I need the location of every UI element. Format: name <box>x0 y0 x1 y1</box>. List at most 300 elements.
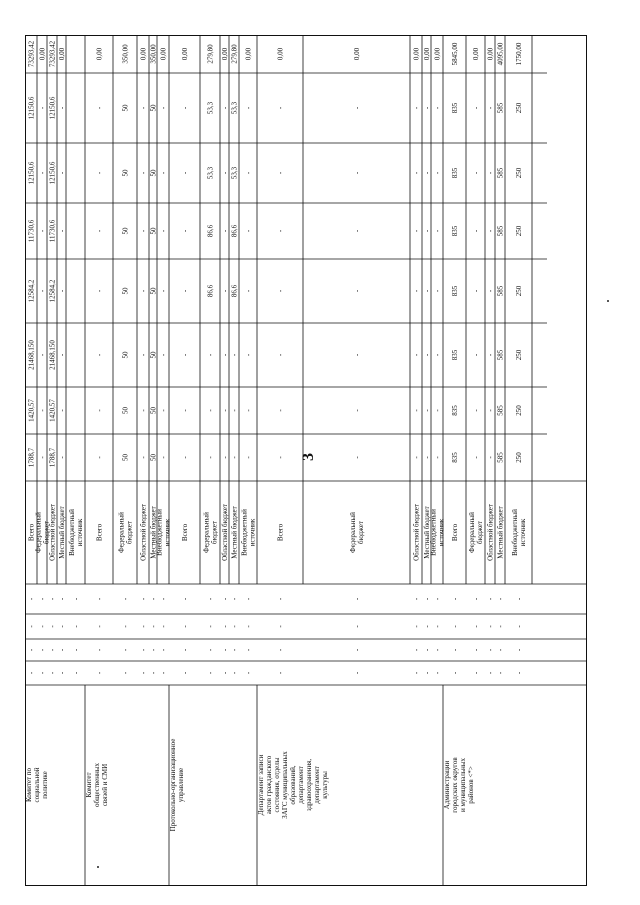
budget-value: - <box>423 456 431 459</box>
budget-value: - <box>353 456 361 459</box>
budget-value: 835 <box>451 349 459 361</box>
empty-cell-dash: - <box>451 671 459 675</box>
empty-cell-dash: - <box>276 597 285 601</box>
empty-cell-dash: - <box>230 625 239 628</box>
empty-cell-dash: - <box>433 671 442 675</box>
empty-cell-dash: - <box>472 671 480 675</box>
budget-value: 53,3 <box>206 166 215 180</box>
budget-value: - <box>472 409 480 412</box>
empty-cell-dash: - <box>181 671 189 675</box>
empty-cell-dash: - <box>181 625 189 628</box>
empty-cell-dash: - <box>433 597 442 601</box>
budget-value: - <box>139 409 148 412</box>
budget-value: - <box>472 106 480 110</box>
budget-value: - <box>244 106 253 110</box>
funding-source: Местный бюджет <box>149 506 158 559</box>
budget-value: - <box>221 289 229 293</box>
budget-value: 86,6 <box>206 224 215 238</box>
empty-cell-dash: - <box>72 671 80 675</box>
budget-value: - <box>159 353 168 357</box>
budget-value: 53,3 <box>206 101 215 115</box>
empty-cell-dash: - <box>38 648 47 652</box>
budget-value: - <box>181 409 189 412</box>
budget-value: 86,6 <box>230 224 239 238</box>
empty-cell-dash: - <box>149 597 158 601</box>
empty-cell-dash: - <box>159 625 168 628</box>
empty-cell-dash: - <box>121 648 130 652</box>
empty-cell-dash: - <box>423 597 431 601</box>
budget-value: - <box>433 229 442 233</box>
empty-cell-dash: - <box>181 597 189 601</box>
budget-value: 21468,150 <box>48 340 57 370</box>
budget-value: 350,00 <box>121 44 130 64</box>
budget-value: - <box>353 289 361 293</box>
budget-value: - <box>159 106 168 110</box>
empty-cell-dash: - <box>486 648 495 652</box>
budget-value: 250 <box>515 285 523 297</box>
budget-value: 50 <box>121 227 130 235</box>
budget-value: - <box>244 409 253 412</box>
budget-value: - <box>95 289 104 293</box>
budget-value: - <box>486 106 495 110</box>
budget-value: - <box>486 229 495 233</box>
budget-value: - <box>276 353 285 357</box>
budget-value: - <box>472 456 480 459</box>
budget-value: - <box>276 106 285 110</box>
empty-cell-dash: - <box>230 648 239 652</box>
budget-value: 0,00 <box>276 47 285 61</box>
funding-source: Местный бюджет <box>423 506 431 559</box>
empty-cell-dash: - <box>423 648 431 652</box>
budget-value: - <box>412 409 421 412</box>
empty-cell-dash: - <box>472 648 480 652</box>
budget-value: 0,00 <box>486 47 495 61</box>
budget-value: - <box>139 171 148 175</box>
funding-source: Федеральныйбюджет <box>349 512 365 553</box>
empty-cell-dash: - <box>230 597 239 601</box>
budget-value: - <box>159 456 168 459</box>
funding-source: Внебюджетныйисточник <box>155 509 172 556</box>
funding-source: Областной бюджет <box>412 504 421 561</box>
budget-value: - <box>181 229 189 233</box>
executor-name: Администрациигородских округови муниципальныхрайонов <*> <box>443 757 475 813</box>
funding-source: Местный бюджет <box>58 506 66 559</box>
budget-value: 73293,42 <box>48 40 57 68</box>
budget-value: - <box>206 353 215 357</box>
empty-cell-dash: - <box>472 597 480 601</box>
budget-value: - <box>412 229 421 233</box>
budget-value: 50 <box>149 104 158 112</box>
budget-table <box>25 35 587 886</box>
budget-value: 12150,6 <box>27 96 36 120</box>
empty-cell-dash: - <box>496 671 505 675</box>
funding-source: Всего <box>276 523 285 542</box>
funding-source: Внебюджетныйисточник <box>511 509 527 556</box>
budget-value: 21468,150 <box>27 340 36 370</box>
budget-value: - <box>230 409 239 412</box>
budget-value: 585 <box>496 102 505 114</box>
budget-value: 0,00 <box>433 47 442 61</box>
budget-value: - <box>486 289 495 293</box>
budget-value: 86,6 <box>206 284 215 298</box>
budget-value: 50 <box>121 454 130 461</box>
budget-value: 835 <box>451 167 459 179</box>
budget-value: 50 <box>149 169 158 177</box>
empty-cell-dash: - <box>48 671 57 675</box>
budget-value: 585 <box>496 167 505 179</box>
budget-value: 50 <box>149 407 158 414</box>
empty-cell-dash: - <box>149 648 158 652</box>
budget-value: - <box>433 409 442 412</box>
budget-value: 0,00 <box>472 47 480 61</box>
budget-value: - <box>159 171 168 175</box>
empty-cell-dash: - <box>149 671 158 675</box>
budget-value: - <box>486 171 495 175</box>
empty-cell-dash: - <box>221 625 229 628</box>
budget-value: - <box>181 171 189 175</box>
budget-value: - <box>95 409 104 412</box>
budget-value: - <box>38 171 47 175</box>
budget-value: 0,00 <box>139 47 148 61</box>
empty-cell-dash: - <box>412 597 421 601</box>
empty-cell-dash: - <box>206 597 215 601</box>
budget-value: 0,00 <box>95 47 104 61</box>
empty-cell-dash: - <box>38 671 47 675</box>
budget-value: - <box>433 171 442 175</box>
empty-cell-dash: - <box>159 671 168 675</box>
executor-name: Протокольно-организационноеуправление <box>169 738 185 832</box>
budget-value: - <box>472 289 480 293</box>
budget-value: 4095,00 <box>496 42 505 66</box>
empty-cell-dash: - <box>27 671 36 675</box>
executor-name: Департамент записиактов гражданскогосостояния, отделыЗАГС муниципальныхобразований,департаментздравоохранения,департаменткультуры <box>257 751 329 819</box>
budget-value: - <box>423 106 431 110</box>
empty-cell-dash: - <box>27 625 36 628</box>
budget-value: 50 <box>121 287 130 295</box>
empty-cell-dash: - <box>433 648 442 652</box>
budget-value: - <box>38 353 47 357</box>
empty-cell-dash: - <box>515 671 523 675</box>
budget-value: 50 <box>121 169 130 177</box>
funding-source: Федеральныйбюджет <box>34 512 51 553</box>
funding-source: Областной бюджет <box>48 504 57 561</box>
budget-value: 0,00 <box>38 47 47 61</box>
budget-value: 0,00 <box>412 47 421 61</box>
budget-value: - <box>159 409 168 412</box>
budget-value: 835 <box>451 285 459 297</box>
empty-cell-dash: - <box>139 597 148 601</box>
budget-value: - <box>139 289 148 293</box>
budget-value: 585 <box>496 349 505 361</box>
budget-value: - <box>95 106 104 110</box>
budget-value: 250 <box>515 405 523 416</box>
funding-source: Областной бюджет <box>221 504 229 561</box>
budget-value: - <box>38 106 47 110</box>
funding-source: Местный бюджет <box>496 506 505 559</box>
funding-source: Внебюджетныйисточник <box>240 509 257 556</box>
empty-cell-dash: - <box>121 597 130 601</box>
budget-value: - <box>139 106 148 110</box>
budget-value: - <box>472 229 480 233</box>
budget-value: 1750,00 <box>515 42 523 66</box>
budget-value: 11730,6 <box>48 219 57 243</box>
budget-value: - <box>244 289 253 293</box>
budget-value: - <box>38 409 47 412</box>
budget-value: 0,00 <box>58 47 66 61</box>
budget-value: - <box>58 106 66 110</box>
empty-cell-dash: - <box>496 625 505 628</box>
budget-value: - <box>221 171 229 175</box>
funding-source: Внебюджетныйисточник <box>68 509 84 556</box>
budget-value: 250 <box>515 452 523 463</box>
budget-value: 0,00 <box>221 47 229 61</box>
budget-value: - <box>221 353 229 357</box>
budget-value: - <box>230 353 239 357</box>
empty-cell-dash: - <box>276 648 285 652</box>
budget-value: - <box>353 229 361 233</box>
budget-value: - <box>221 456 229 459</box>
budget-value: 12150,6 <box>48 161 57 185</box>
budget-value: - <box>276 409 285 412</box>
budget-value: - <box>58 409 66 412</box>
budget-value: 279,80 <box>230 44 239 64</box>
page-number: 3 <box>300 453 317 461</box>
empty-cell-dash: - <box>159 597 168 601</box>
budget-value: 250 <box>515 225 523 237</box>
budget-value: 0,00 <box>244 47 253 61</box>
budget-value: 585 <box>496 225 505 237</box>
empty-cell-dash: - <box>72 648 80 652</box>
budget-value: 835 <box>451 102 459 114</box>
empty-cell-dash: - <box>472 625 480 628</box>
budget-value: 585 <box>496 452 505 463</box>
funding-source: Внебюджетныйисточник <box>429 509 446 556</box>
empty-cell-dash: - <box>276 671 285 675</box>
empty-cell-dash: - <box>58 625 66 628</box>
budget-value: 250 <box>515 102 523 114</box>
budget-value: 1788,7 <box>27 447 36 468</box>
budget-value: 50 <box>121 104 130 112</box>
budget-value: 835 <box>451 452 459 463</box>
empty-cell-dash: - <box>353 625 361 628</box>
empty-cell-dash: - <box>149 625 158 628</box>
budget-value: 11730,6 <box>27 219 36 243</box>
empty-cell-dash: - <box>48 597 57 601</box>
budget-value: - <box>58 171 66 175</box>
empty-cell-dash: - <box>412 648 421 652</box>
funding-source: Всего <box>95 523 104 542</box>
empty-cell-dash: - <box>451 625 459 628</box>
budget-value: 1420,57 <box>27 399 36 422</box>
budget-value: 50 <box>121 407 130 414</box>
budget-value: - <box>433 106 442 110</box>
empty-cell-dash: - <box>486 671 495 675</box>
budget-value: - <box>412 171 421 175</box>
budget-value: - <box>423 289 431 293</box>
empty-cell-dash: - <box>423 625 431 628</box>
empty-cell-dash: - <box>38 625 47 628</box>
budget-value: 50 <box>149 227 158 235</box>
budget-value: 50 <box>149 454 158 461</box>
funding-source: Всего <box>27 523 36 542</box>
empty-cell-dash: - <box>423 671 431 675</box>
budget-value: 50 <box>149 287 158 295</box>
budget-value: - <box>276 229 285 233</box>
budget-value: 0,00 <box>181 47 189 61</box>
budget-value: - <box>159 229 168 233</box>
budget-value: - <box>95 456 104 459</box>
empty-cell-dash: - <box>38 597 47 601</box>
executor-name: Комитет посоциальнойполитике <box>25 767 49 803</box>
funding-source: Местный бюджет <box>230 506 239 559</box>
empty-cell-dash: - <box>221 671 229 675</box>
budget-value: - <box>206 409 215 412</box>
empty-cell-dash: - <box>230 671 239 675</box>
budget-value: 12584,2 <box>27 279 36 303</box>
budget-value: - <box>244 353 253 357</box>
budget-value: 50 <box>121 351 130 359</box>
budget-value: - <box>276 289 285 293</box>
empty-cell-dash: - <box>121 625 130 628</box>
budget-value: - <box>58 456 66 459</box>
budget-value: - <box>244 229 253 233</box>
budget-value: 279,80 <box>206 44 215 64</box>
funding-source: Всего <box>451 523 459 542</box>
budget-value: 350,00 <box>149 44 158 64</box>
budget-value: - <box>486 409 495 412</box>
budget-value: - <box>221 229 229 233</box>
budget-value: - <box>38 456 47 459</box>
funding-source: Всего <box>181 523 189 542</box>
empty-cell-dash: - <box>48 648 57 652</box>
budget-value: - <box>58 229 66 233</box>
empty-cell-dash: - <box>353 597 361 601</box>
budget-value: - <box>95 229 104 233</box>
empty-cell-dash: - <box>206 671 215 675</box>
empty-cell-dash: - <box>353 671 361 675</box>
budget-value: - <box>486 353 495 357</box>
empty-cell-dash: - <box>276 625 285 628</box>
funding-source: Федеральныйбюджет <box>468 512 484 553</box>
empty-cell-dash: - <box>451 597 459 601</box>
budget-value: - <box>423 229 431 233</box>
budget-value: - <box>181 106 189 110</box>
budget-value: 0,00 <box>423 47 431 61</box>
funding-source: Областной бюджет <box>139 504 148 561</box>
executor-name: Комитетобщественныхсвязей и СМИ <box>85 763 109 807</box>
budget-value: - <box>159 289 168 293</box>
empty-cell-dash: - <box>244 625 253 628</box>
budget-value: 53,3 <box>230 166 239 180</box>
budget-value: - <box>423 409 431 412</box>
budget-value: - <box>472 171 480 175</box>
empty-cell-dash: - <box>412 625 421 628</box>
budget-value: 835 <box>451 225 459 237</box>
budget-value: - <box>181 289 189 293</box>
empty-cell-dash: - <box>486 597 495 601</box>
budget-value: - <box>412 353 421 357</box>
budget-value: - <box>181 456 189 459</box>
empty-cell-dash: - <box>451 648 459 652</box>
budget-value: - <box>486 456 495 459</box>
budget-value: 50 <box>149 351 158 359</box>
empty-cell-dash: - <box>95 597 104 601</box>
empty-cell-dash: - <box>72 597 80 601</box>
budget-value: - <box>244 171 253 175</box>
budget-value: - <box>353 106 361 110</box>
empty-cell-dash: - <box>515 625 523 628</box>
scan-speck <box>97 866 99 868</box>
budget-value: - <box>58 289 66 293</box>
budget-value: - <box>95 353 104 357</box>
empty-cell-dash: - <box>95 625 104 628</box>
budget-value: 250 <box>515 167 523 179</box>
budget-value: 0,00 <box>353 47 361 61</box>
budget-value: - <box>353 353 361 357</box>
budget-value: 585 <box>496 405 505 416</box>
budget-value: - <box>38 229 47 233</box>
budget-value: - <box>221 409 229 412</box>
empty-cell-dash: - <box>486 625 495 628</box>
budget-value: 250 <box>515 349 523 361</box>
budget-value: 0,00 <box>159 47 168 61</box>
funding-source: Федеральныйбюджет <box>202 512 219 553</box>
empty-cell-dash: - <box>515 597 523 601</box>
budget-value: - <box>139 353 148 357</box>
funding-source: Областной бюджет <box>486 504 495 561</box>
budget-value: 585 <box>496 285 505 297</box>
budget-value: - <box>58 353 66 357</box>
budget-value: 12584,2 <box>48 279 57 303</box>
budget-value: - <box>139 456 148 459</box>
empty-cell-dash: - <box>159 648 168 652</box>
empty-cell-dash: - <box>121 671 130 675</box>
budget-value: 86,6 <box>230 284 239 298</box>
budget-value: 73293,42 <box>27 40 36 68</box>
empty-cell-dash: - <box>244 671 253 675</box>
empty-cell-dash: - <box>221 648 229 652</box>
empty-cell-dash: - <box>27 648 36 652</box>
empty-cell-dash: - <box>515 648 523 652</box>
funding-source: Федеральныйбюджет <box>117 512 134 553</box>
budget-value: - <box>433 353 442 357</box>
empty-cell-dash: - <box>433 625 442 628</box>
empty-cell-dash: - <box>58 648 66 652</box>
empty-cell-dash: - <box>181 648 189 652</box>
budget-value: - <box>353 409 361 412</box>
empty-cell-dash: - <box>206 648 215 652</box>
empty-cell-dash: - <box>244 648 253 652</box>
empty-cell-dash: - <box>95 648 104 652</box>
budget-value: - <box>230 456 239 459</box>
budget-value: - <box>95 171 104 175</box>
budget-value: - <box>433 456 442 459</box>
budget-value: 12150,6 <box>27 161 36 185</box>
empty-cell-dash: - <box>95 671 104 675</box>
empty-cell-dash: - <box>206 625 215 628</box>
budget-value: - <box>472 353 480 357</box>
budget-value: - <box>412 289 421 293</box>
empty-cell-dash: - <box>496 648 505 652</box>
budget-value: - <box>423 353 431 357</box>
budget-value: - <box>206 456 215 459</box>
budget-value: 5845,00 <box>451 42 459 66</box>
empty-cell-dash: - <box>412 671 421 675</box>
budget-value: 53,3 <box>230 101 239 115</box>
budget-value: - <box>139 229 148 233</box>
budget-value: - <box>412 456 421 459</box>
budget-value: - <box>276 171 285 175</box>
